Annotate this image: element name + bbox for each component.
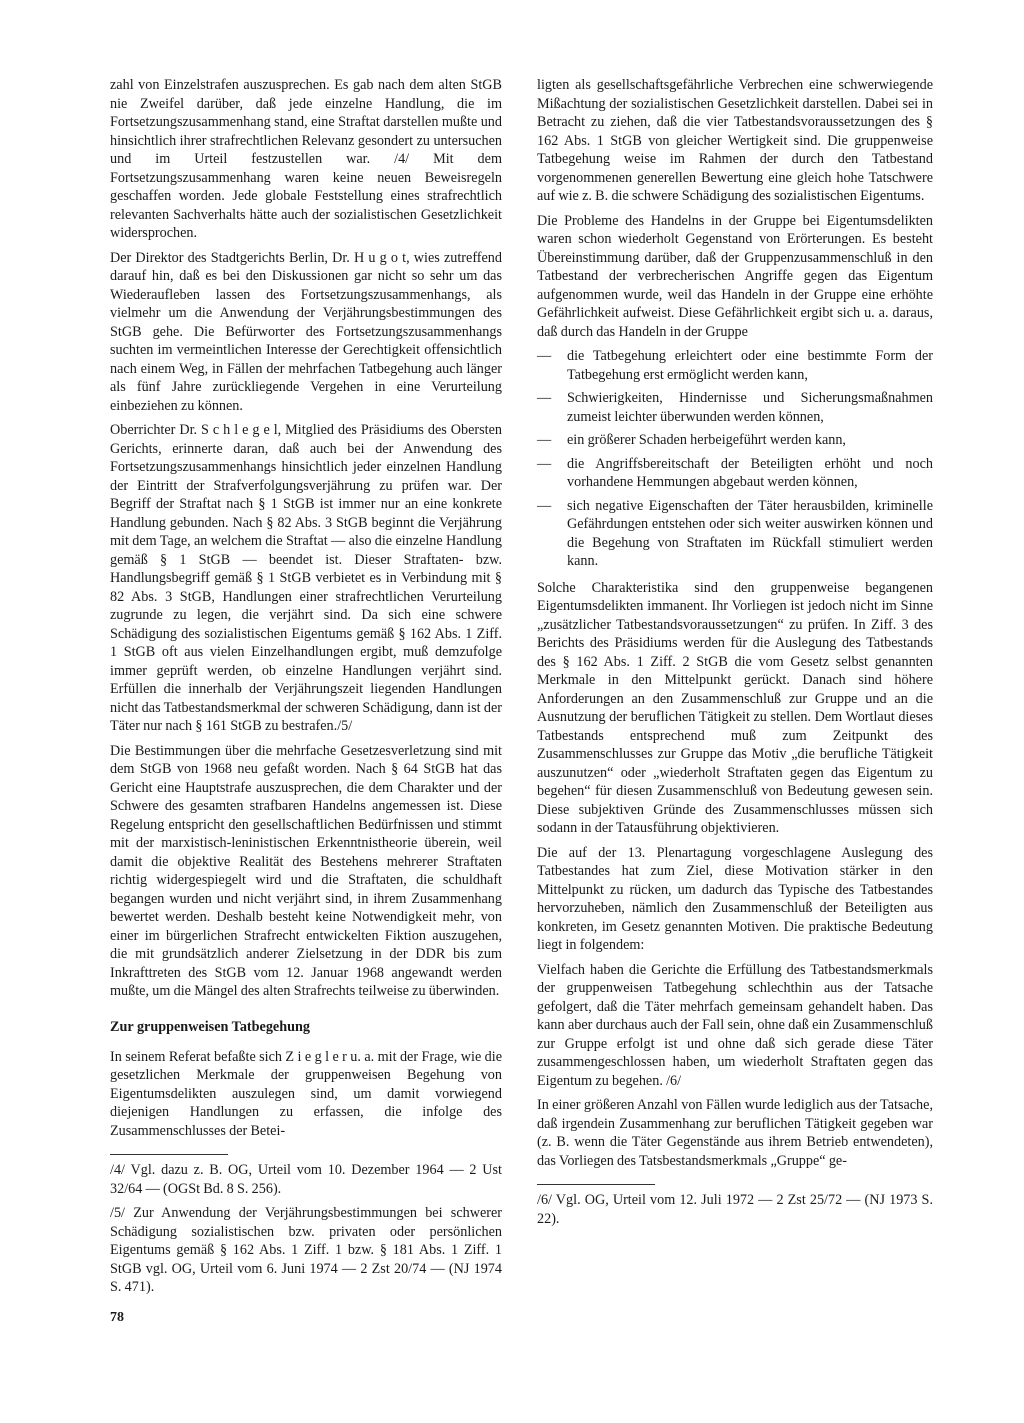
footnote-divider [110,1154,228,1155]
section-heading: Zur gruppenweisen Tatbegehung [110,1018,310,1035]
footnote: /6/ Vgl. OG, Urteil vom 12. Juli 1972 — 2 Zst 25/72 — (NJ 1973 S. 22). [537,1192,933,1227]
paragraph: Vielfach haben die Gerichte die Erfüllung des Tatbestandsmerkmals der gruppenweisen Tatbegehung schlechthin aus der Tatsache gefolgert, daß die Täter mehrfach gemeinsam gehandelt haben. Das kann aber durchaus auch der Fall sein, ohne daß ein Zusammenschluß zur Gruppe erfolgt ist und ohne daß sich gerade diese Täter zusammengeschlossen haben, um wiederholt Straftaten gegen das Eigentum zu begehen. /6/ [537,961,933,1089]
footnote-divider [537,1184,655,1185]
paragraph: Oberrichter Dr. S c h l e g e l, Mitglied des Präsidiums des Obersten Gerichts, erinnerte daran, daß auch bei der Anwendung des Fortsetzungszusammenhangs hinsichtlich jeder einzelnen Handlung der Eintritt der Strafverfolgungsverjährung zu prüfen war. Der Begriff der Straftat nach § 1 StGB ist immer nur an eine konkrete Handlung gebunden. Nach § 82 Abs. 3 StGB beginnt die Verjährung mit dem Tage, an welchem die Straftat — also die einzelne Handlung gemäß § 1 StGB — beendet ist. Dieser Straftaten- bzw. Handlungsbegriff gemäß § 1 StGB verbietet es in Verbindung mit § 82 Abs. 3 StGB, Handlungen einer strafrechtlichen Verurteilung zugrunde zu legen, die verjährt sind. Da sich eine schwere Schädigung des sozialistischen Eigentums gemäß § 162 Abs. 1 Ziff. 1 StGB oft aus vielen Einzelhandlungen ergibt, muß demzufolge immer geprüft werden, ob einzelne Handlungen verjährt sind. Erfüllen die innerhalb der Verjährungszeit liegenden Handlungen nicht das Tatbestandsmerkmal der schweren Schädigung, dann ist der Täter nur nach § 161 StGB zu bestrafen./5/ [110,422,502,734]
footnote: /4/ Vgl. dazu z. B. OG, Urteil vom 10. Dezember 1964 — 2 Ust 32/64 — (OGSt Bd. 8 S. 256). [110,1162,502,1197]
list-item: — Schwierigkeiten, Hindernisse und Sicherungsmaßnahmen zumeist leichter überwunden werden können, [537,389,933,426]
paragraph: zahl von Einzelstrafen auszusprechen. Es gab nach dem alten StGB nie Zweifel darüber, daß jede einzelne Handlung, die im Fortsetzungszusammenhang stand, eine Straftat darstellen mußte und hinsichtlich ihrer strafrechtlichen Relevanz gesondert zu untersuchen und im Urteil festzustellen war. /4/ Mit dem Fortsetzungszusammenhang waren keine neuen Beweisregeln geschaffen worden. Jede globale Feststellung eines strafrechtlich relevanten Sachverhalts hätte auch der sozialistischen Gesetzlichkeit widersprochen. [110,77,502,241]
paragraph: In seinem Referat befaßte sich Z i e g l e r u. a. mit der Frage, wie die gesetzlichen Merkmale der gruppenweisen Begehung von Eigentumsdelikten auszulegen sind, um damit vorwiegend diejenigen Handlungen zu erfassen, die infolge des Zusammenschlusses der Betei- [110,1048,502,1139]
right-column [537,76,933,1234]
paragraph: In einer größeren Anzahl von Fällen wurde lediglich aus der Tatsache, daß irgendein Zusammenhang zur beruflichen Tätigkeit gegeben war (z. B. wenn die Täter Gegenstände aus ihrem Betrieb entwendeten), das Vorliegen des Tatsbestandsmerkmals „Gruppe“ ge- [537,1097,933,1169]
list-item: — die Angriffsbereitschaft der Beteiligten erhöht und noch vorhandene Hemmungen abgebaut werden können, [537,455,933,492]
left-column [110,76,502,1303]
page-number: 78 [110,1310,124,1325]
list-item: — sich negative Eigenschaften der Täter herausbilden, kriminelle Gefährdungen entstehen oder sich weiter auswirken können und die Begehung von Straftaten im Rückfall stimuliert werden kann. [537,497,933,571]
list-item: — die Tatbegehung erleichtert oder eine bestimmte Form der Tatbegehung erst ermöglicht werden kann, [537,347,933,384]
paragraph: Solche Charakteristika sind den gruppenweise begangenen Eigentumsdelikten immanent. Ihr Vorliegen ist jedoch nicht im Sinne „zusätzlicher Tatbestandsvoraussetzungen“ zu prüfen. In Ziff. 3 des Berichts des Präsidiums werden für die Auslegung des Tatbestands des § 162 Abs. 1 Ziff. 2 StGB die vom Gesetz selbst genannten Merkmale in den Mittelpunkt gerückt. Danach sind höhere Anforderungen an den Zusammenschluß zur Gruppe und an die Ausnutzung der beruflichen Tätigkeit zu stellen. Dem Wortlaut dieses Tatbestands entsprechend muß zum Zeitpunkt des Zusammenschlusses zur Gruppe das Motiv „die berufliche Tätigkeit auszunutzen“ oder „wiederholt Straftaten gegen das Eigentum zu begehen“ für diesen Zusammenschluß von Bedeutung gewesen sein. Diese subjektiven Gründe des Zusammenschlusses müssen sich sodann in der Tatausführung objektivieren. [537,579,933,836]
dash-list [537,347,933,571]
paragraph: Die auf der 13. Plenartagung vorgeschlagene Auslegung des Tatbestandes hat zum Ziel, diese Motivation stärker in den Mittelpunkt zu rücken, um dadurch das Typische des Tatbestandes hervorzuheben, nämlich den Zusammenschluß der Beteiligten aus konkreten, im Gesetz genannten Motiven. Die praktische Bedeutung liegt in folgendem: [537,844,933,953]
paragraph: Der Direktor des Stadtgerichts Berlin, Dr. H u g o t, wies zutreffend darauf hin, daß es bei den Diskussionen gar nicht so sehr um das Wiederaufleben lassen des Fortsetzungszusammenhangs, als vielmehr um die Anwendung der Verjährungsbestimmungen des StGB gehe. Die Befürworter des Fortsetzungszusammenhangs suchten im vermeintlichen Interesse der Gerechtigkeit offensichtlich nach einem Weg, in Fällen der mehrfachen Tatbegehung auch länger als fünf Jahre zurückliegende Vergehen in eine Verurteilung einbeziehen zu können. [110,249,502,414]
list-item: — ein größerer Schaden herbeigeführt werden kann, [537,431,933,450]
paragraph: Die Bestimmungen über die mehrfache Gesetzesverletzung sind mit dem StGB von 1968 neu gefaßt worden. Nach § 64 StGB hat das Gericht eine Hauptstrafe auszusprechen, die dem Charakter und der Schwere des gesamten strafbaren Handelns angemessen ist. Diese Regelung entspricht den gesellschaftlichen Bedürfnissen und stimmt mit der marxistisch-leninistischen Erkenntnistheorie überein, weil damit die objektive Realität des Bestehens mehrerer Straftaten richtig widergespiegelt wird und die Straftaten, die schuldhaft begangen wurden und nicht verjährt sind, in ihrem Zusammenhang bewertet werden. Deshalb besteht keine Notwendigkeit mehr, von einer im bürgerlichen Strafrecht entwickelten Fiktion auszugehen, die mit grundsätzlich anderer Zielsetzung in der DDR bis zum Inkrafttreten des StGB vom 12. Januar 1968 angewandt werden mußte, um die Mängel des alten Strafrechts teilweise zu überwinden. [110,742,502,999]
paragraph: Die Probleme des Handelns in der Gruppe bei Eigentumsdelikten waren schon wiederholt Gegenstand von Erörterungen. Es besteht Übereinstimmung darüber, daß der Gruppenzusammenschluß in den Tatbestand der verbrecherischen Angriffe gegen das Eigentum aufgenommen wurde, weil das Handeln in der Gruppe eine erhöhte Gefährlichkeit aufweist. Diese Gefährlichkeit ergibt sich u. a. daraus, daß durch das Handeln in der Gruppe [537,212,933,340]
footnote: /5/ Zur Anwendung der Verjährungsbestimmungen bei schwerer Schädigung sozialistischen bzw. privaten oder persönlichen Eigentums gemäß § 162 Abs. 1 Ziff. 1 bzw. § 181 Abs. 1 Ziff. 1 StGB vgl. OG, Urteil vom 6. Juni 1974 — 2 Zst 20/74 — (NJ 1974 S. 471). [110,1205,502,1295]
paragraph: ligten als gesellschaftsgefährliche Verbrechen eine schwerwiegende Mißachtung der sozialistischen Gesetzlichkeit darstellen. Dabei sei in Betracht zu ziehen, daß die vier Tatbestandsvoraussetzungen des § 162 Abs. 1 StGB von gleicher Wertigkeit sind. Die gruppenweise Tatbegehung weise im Rahmen der durch den Tatbestand vorgenommenen generellen Bewertung eine gleich hohe Tatschwere auf wie z. B. die schwere Schädigung des sozialistischen Eigentums. [537,77,933,204]
